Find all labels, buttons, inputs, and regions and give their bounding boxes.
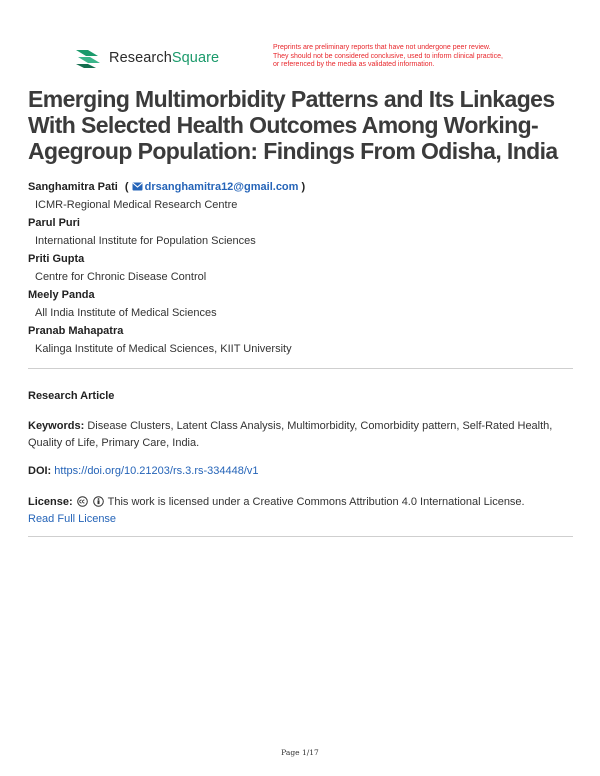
license-label: License: — [28, 496, 73, 508]
license — [28, 494, 573, 528]
keywords-label: Keywords: — [28, 420, 85, 432]
author-name — [28, 180, 578, 198]
preprint-notice-line: or referenced by the media as validated information. — [273, 61, 435, 68]
read-full-license-link[interactable]: Read Full License — [28, 513, 117, 525]
envelope-icon — [132, 182, 143, 191]
author-email-link[interactable]: drsanghamitra12@gmail.com — [144, 181, 299, 193]
doi-label: DOI: — [28, 465, 52, 477]
article-type: Research Article — [28, 390, 115, 402]
preprint-notice-line: They should not be considered conclusive, used to inform clinical practice, — [273, 52, 503, 60]
author-email: ( drsanghamitra12@gmail.com ) — [124, 181, 306, 193]
logo-text-square: Square — [171, 50, 220, 66]
creative-commons-icon — [77, 496, 88, 507]
license-text: This work is licensed under a Creative Commons Attribution 4.0 International License. — [107, 496, 525, 508]
author-name: Pranab Mahapatra — [28, 325, 124, 337]
research-square-logo[interactable] — [74, 46, 219, 70]
preprint-notice — [273, 44, 563, 70]
author-affiliation: ICMR-Regional Medical Research Centre — [35, 199, 238, 211]
author-affiliation: International Institute for Population Sciences — [35, 235, 256, 247]
keywords-text: Disease Clusters, Latent Class Analysis, Multimorbidity, Comorbidity pattern, Self-Rated Health, Quality of Life, Primary Care, India. — [28, 420, 553, 449]
page-number: Page 1/17 — [281, 748, 319, 757]
research-square-logo-icon — [74, 46, 102, 70]
doi-link[interactable]: https://doi.org/10.21203/rs.3.rs-334448/v1 — [54, 465, 259, 477]
author-list — [28, 180, 578, 360]
author-name: Priti Gupta — [28, 253, 85, 265]
logo-text — [109, 50, 219, 66]
author-affiliation: All India Institute of Medical Sciences — [35, 307, 217, 319]
attribution-icon — [93, 496, 104, 507]
paper-title: Emerging Multimorbidity Patterns and Its Linkages With Selected Health Outcomes Among Working-Agegroup Population: Findings From Odisha, India — [28, 86, 558, 164]
author-name: Parul Puri — [28, 217, 80, 229]
author-name: Meely Panda — [28, 289, 95, 301]
doi — [28, 465, 259, 477]
author-affiliation: Kalinga Institute of Medical Sciences, KIIT University — [35, 343, 292, 355]
keywords — [28, 418, 573, 452]
author-affiliation: Centre for Chronic Disease Control — [35, 271, 207, 283]
preprint-notice-line: Preprints are preliminary reports that have not undergone peer review. — [273, 44, 491, 51]
section-divider — [28, 536, 573, 537]
section-divider — [28, 368, 573, 369]
logo-text-research: Research — [109, 50, 172, 66]
author-name-text: Sanghamitra Pati — [28, 181, 118, 193]
